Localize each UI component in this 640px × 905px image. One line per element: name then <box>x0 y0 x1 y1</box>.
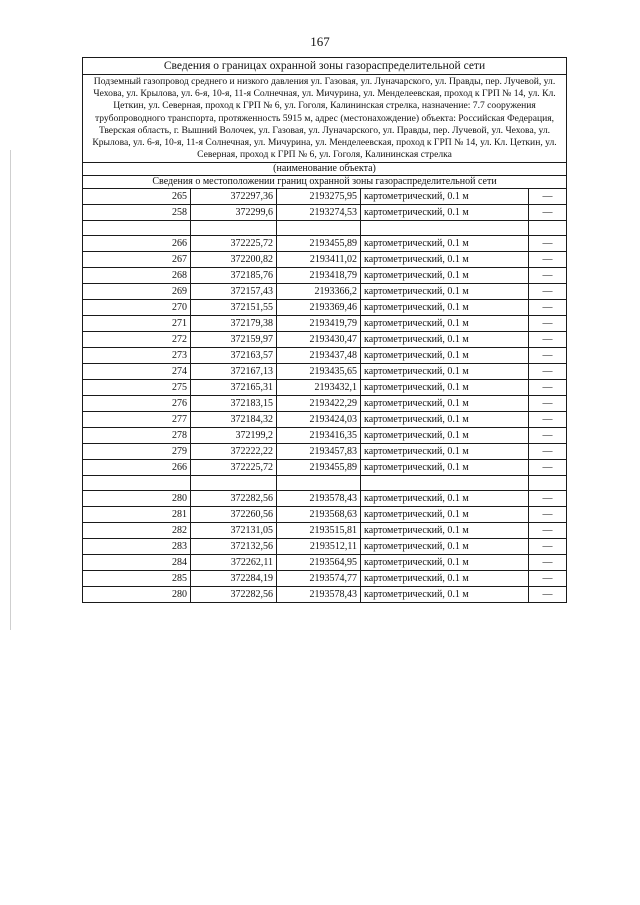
note-cell: — <box>529 412 567 428</box>
method-cell: картометрический, 0.1 м <box>361 507 529 523</box>
point-number-cell: 281 <box>83 507 191 523</box>
note-cell: — <box>529 555 567 571</box>
y-coordinate-cell: 2193274,53 <box>277 205 361 221</box>
note-cell: — <box>529 236 567 252</box>
x-coordinate-cell: 372200,82 <box>191 252 277 268</box>
table-row <box>83 364 567 380</box>
object-row <box>83 75 567 163</box>
y-coordinate-cell: 2193369,46 <box>277 300 361 316</box>
x-coordinate-cell: 372157,43 <box>191 284 277 300</box>
y-coordinate-cell: 2193574,77 <box>277 571 361 587</box>
y-coordinate-cell: 2193424,03 <box>277 412 361 428</box>
y-coordinate-cell: 2193568,63 <box>277 507 361 523</box>
method-cell: картометрический, 0.1 м <box>361 428 529 444</box>
y-coordinate-cell: 2193457,83 <box>277 444 361 460</box>
y-coordinate-cell: 2193512,11 <box>277 539 361 555</box>
table-row <box>83 284 567 300</box>
y-coordinate-cell: 2193430,47 <box>277 332 361 348</box>
y-coordinate-cell: 2193411,02 <box>277 252 361 268</box>
note-cell: — <box>529 460 567 476</box>
point-number-cell: 277 <box>83 412 191 428</box>
method-cell: картометрический, 0.1 м <box>361 268 529 284</box>
y-coordinate-cell: 2193564,95 <box>277 555 361 571</box>
table-row <box>83 189 567 205</box>
method-cell: картометрический, 0.1 м <box>361 587 529 603</box>
x-coordinate-cell: 372131,05 <box>191 523 277 539</box>
point-number-cell: 266 <box>83 460 191 476</box>
y-coordinate-cell: 2193435,65 <box>277 364 361 380</box>
method-cell: картометрический, 0.1 м <box>361 348 529 364</box>
x-coordinate-cell: 372179,38 <box>191 316 277 332</box>
point-number-cell: 272 <box>83 332 191 348</box>
x-coordinate-cell: 372165,31 <box>191 380 277 396</box>
point-number-cell <box>83 221 191 236</box>
note-cell: — <box>529 491 567 507</box>
x-coordinate-cell: 372222,22 <box>191 444 277 460</box>
note-cell: — <box>529 332 567 348</box>
point-number-cell: 270 <box>83 300 191 316</box>
point-number-cell: 268 <box>83 268 191 284</box>
method-cell: картометрический, 0.1 м <box>361 236 529 252</box>
table-row <box>83 396 567 412</box>
point-number-cell: 269 <box>83 284 191 300</box>
x-coordinate-cell <box>191 476 277 491</box>
method-cell: картометрический, 0.1 м <box>361 189 529 205</box>
note-cell: — <box>529 300 567 316</box>
method-cell: картометрический, 0.1 м <box>361 460 529 476</box>
table-row <box>83 252 567 268</box>
section-title: Сведения о границах охранной зоны газораспределительной сети <box>83 58 567 75</box>
table-row <box>83 523 567 539</box>
method-cell: картометрический, 0.1 м <box>361 316 529 332</box>
method-cell: картометрический, 0.1 м <box>361 252 529 268</box>
point-number-cell: 285 <box>83 571 191 587</box>
note-cell <box>529 476 567 491</box>
x-coordinate-cell: 372299,6 <box>191 205 277 221</box>
x-coordinate-cell: 372167,13 <box>191 364 277 380</box>
table-body <box>83 58 567 603</box>
table-row <box>83 571 567 587</box>
note-cell: — <box>529 396 567 412</box>
table-row <box>83 444 567 460</box>
point-number-cell: 275 <box>83 380 191 396</box>
note-cell <box>529 221 567 236</box>
table-row <box>83 332 567 348</box>
method-cell: картометрический, 0.1 м <box>361 571 529 587</box>
point-number-cell: 278 <box>83 428 191 444</box>
x-coordinate-cell: 372163,57 <box>191 348 277 364</box>
title-row <box>83 58 567 75</box>
note-cell: — <box>529 587 567 603</box>
point-number-cell: 280 <box>83 491 191 507</box>
x-coordinate-cell: 372297,36 <box>191 189 277 205</box>
x-coordinate-cell: 372225,72 <box>191 460 277 476</box>
method-cell <box>361 476 529 491</box>
method-cell: картометрический, 0.1 м <box>361 205 529 221</box>
table-row <box>83 316 567 332</box>
x-coordinate-cell: 372225,72 <box>191 236 277 252</box>
point-number-cell: 283 <box>83 539 191 555</box>
x-coordinate-cell: 372184,32 <box>191 412 277 428</box>
table-row <box>83 507 567 523</box>
note-cell: — <box>529 268 567 284</box>
note-cell: — <box>529 316 567 332</box>
table-row <box>83 539 567 555</box>
x-coordinate-cell: 372185,76 <box>191 268 277 284</box>
y-coordinate-cell: 2193418,79 <box>277 268 361 284</box>
method-cell: картометрический, 0.1 м <box>361 332 529 348</box>
method-cell: картометрический, 0.1 м <box>361 380 529 396</box>
method-cell: картометрический, 0.1 м <box>361 412 529 428</box>
page-number: 167 <box>310 34 330 49</box>
note-cell: — <box>529 507 567 523</box>
table-row <box>83 412 567 428</box>
point-number-cell: 271 <box>83 316 191 332</box>
x-coordinate-cell: 372183,15 <box>191 396 277 412</box>
point-number-cell: 276 <box>83 396 191 412</box>
method-cell: картометрический, 0.1 м <box>361 444 529 460</box>
note-cell: — <box>529 205 567 221</box>
x-coordinate-cell: 372199,2 <box>191 428 277 444</box>
table-row <box>83 268 567 284</box>
method-cell: картометрический, 0.1 м <box>361 364 529 380</box>
location-header-row <box>83 176 567 189</box>
point-number-cell: 266 <box>83 236 191 252</box>
point-number-cell <box>83 476 191 491</box>
point-number-cell: 280 <box>83 587 191 603</box>
y-coordinate-cell: 2193515,81 <box>277 523 361 539</box>
y-coordinate-cell: 2193416,35 <box>277 428 361 444</box>
x-coordinate-cell: 372132,56 <box>191 539 277 555</box>
x-coordinate-cell: 372262,11 <box>191 555 277 571</box>
table-row <box>83 380 567 396</box>
note-cell: — <box>529 523 567 539</box>
note-cell: — <box>529 571 567 587</box>
x-coordinate-cell: 372282,56 <box>191 587 277 603</box>
note-cell: — <box>529 380 567 396</box>
note-cell: — <box>529 189 567 205</box>
y-coordinate-cell: 2193437,48 <box>277 348 361 364</box>
point-number-cell: 265 <box>83 189 191 205</box>
table-row <box>83 428 567 444</box>
method-cell: картометрический, 0.1 м <box>361 491 529 507</box>
scan-edge-line <box>10 150 11 630</box>
table-row <box>83 587 567 603</box>
y-coordinate-cell: 2193275,95 <box>277 189 361 205</box>
caption-row <box>83 163 567 176</box>
table-row <box>83 236 567 252</box>
object-name-caption: (наименование объекта) <box>83 163 567 176</box>
note-cell: — <box>529 539 567 555</box>
x-coordinate-cell: 372284,19 <box>191 571 277 587</box>
x-coordinate-cell: 372159,97 <box>191 332 277 348</box>
x-coordinate-cell: 372260,56 <box>191 507 277 523</box>
y-coordinate-cell: 2193578,43 <box>277 491 361 507</box>
method-cell: картометрический, 0.1 м <box>361 539 529 555</box>
y-coordinate-cell <box>277 221 361 236</box>
method-cell: картометрический, 0.1 м <box>361 555 529 571</box>
y-coordinate-cell: 2193366,2 <box>277 284 361 300</box>
point-number-cell: 279 <box>83 444 191 460</box>
table-row <box>83 491 567 507</box>
point-number-cell: 267 <box>83 252 191 268</box>
point-number-cell: 258 <box>83 205 191 221</box>
boundary-table <box>82 57 567 603</box>
note-cell: — <box>529 348 567 364</box>
point-number-cell: 273 <box>83 348 191 364</box>
note-cell: — <box>529 252 567 268</box>
method-cell <box>361 221 529 236</box>
note-cell: — <box>529 444 567 460</box>
table-row <box>83 460 567 476</box>
y-coordinate-cell: 2193455,89 <box>277 236 361 252</box>
y-coordinate-cell <box>277 476 361 491</box>
point-number-cell: 274 <box>83 364 191 380</box>
method-cell: картометрический, 0.1 м <box>361 284 529 300</box>
table-row <box>83 555 567 571</box>
method-cell: картометрический, 0.1 м <box>361 300 529 316</box>
note-cell: — <box>529 284 567 300</box>
location-header: Сведения о местоположении границ охранной зоны газораспределительной сети <box>83 176 567 189</box>
table-row <box>83 205 567 221</box>
table-row <box>83 300 567 316</box>
table-row <box>83 348 567 364</box>
x-coordinate-cell: 372151,55 <box>191 300 277 316</box>
point-number-cell: 282 <box>83 523 191 539</box>
note-cell: — <box>529 428 567 444</box>
method-cell: картометрический, 0.1 м <box>361 396 529 412</box>
point-number-cell: 284 <box>83 555 191 571</box>
y-coordinate-cell: 2193455,89 <box>277 460 361 476</box>
method-cell: картометрический, 0.1 м <box>361 523 529 539</box>
note-cell: — <box>529 364 567 380</box>
x-coordinate-cell: 372282,56 <box>191 491 277 507</box>
x-coordinate-cell <box>191 221 277 236</box>
y-coordinate-cell: 2193419,79 <box>277 316 361 332</box>
y-coordinate-cell: 2193422,29 <box>277 396 361 412</box>
y-coordinate-cell: 2193432,1 <box>277 380 361 396</box>
table-row-blank <box>83 476 567 491</box>
y-coordinate-cell: 2193578,43 <box>277 587 361 603</box>
table-row-blank <box>83 221 567 236</box>
object-description: Подземный газопровод среднего и низкого давления ул. Газовая, ул. Луначарского, ул. Правды, пер. Лучевой, ул. Чехова, ул. Крылова, ул. 6-я, 10-я, 11-я Солнечная, ул. Мичурина, ул. Менделеевская, проход к ГРП № 14, ул. Кл. Цеткин, ул. Северная, проход к ГРП № 6, ул. Гоголя, Калининская стрелка, назначение: 7.7 сооружения трубопроводного транспорта, протяженность 5915 м, адрес (местонахождение) объекта: Российская Федерация, Тверская область, г. Вышний Волочек, ул. Газовая, ул. Луначарского, ул. Правды, пер. Лучевой, ул. Чехова, ул. Крылова, ул. 6-я, 10-я, 11-я Солнечная, ул. Мичурина, ул. Менделеевская, проход к ГРП № 14, ул. Кл. Цеткин, ул. Северная, проход к ГРП № 6, ул. Гоголя, Калининская стрелка <box>83 75 567 163</box>
